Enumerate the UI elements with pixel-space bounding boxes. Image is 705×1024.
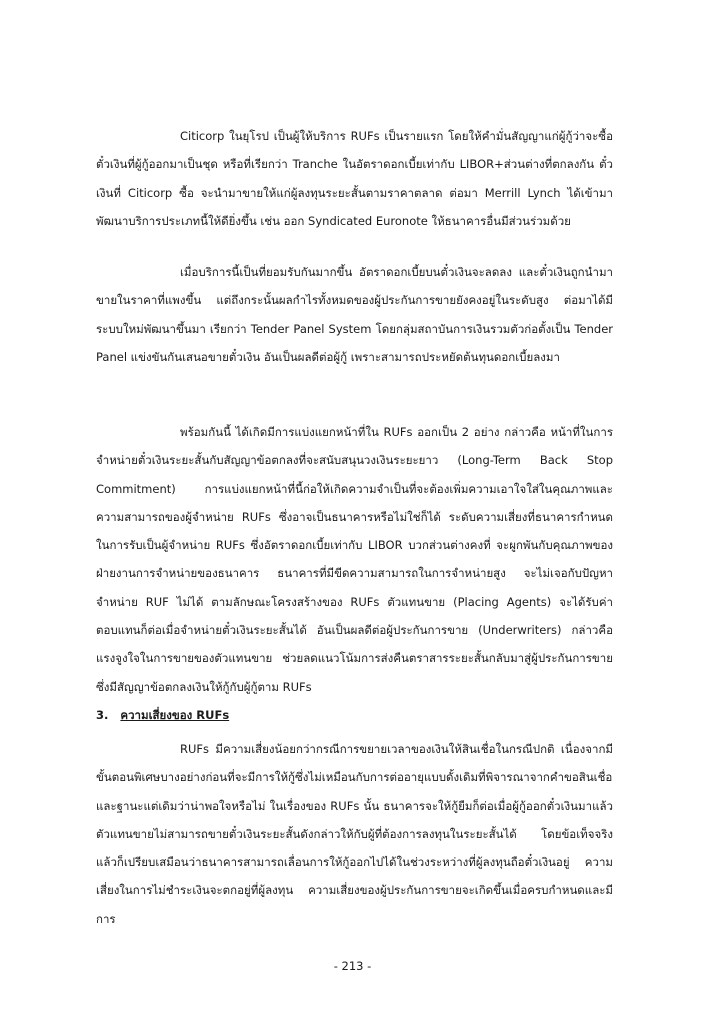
paragraph-citicorp: Citicorp ในยุโรป เป็นผู้ให้บริการ RUFs เป็นรายแรก โดยให้คำมั่นสัญญาแก่ผู้กู้ว่าจะซื้อตั๋วเงินที่ผู้กู้ออกมาเป็นชุด หรือที่เรียกว่า Tranche ในอัตราดอกเบี้ยเท่ากับ LIBOR+ส่วนต่างที่ตกลงกัน ตั๋วเงินที่ Citicorp ซื้อ จะนำมาขายให้แก่ผู้ลงทุนระยะสั้นตามราคาตลาด ต่อมา Merrill Lynch ได้เข้ามาพัฒนาบริการประเภทนี้ให้ดียิ่งขึ้น เช่น ออก Syndicated Euronote ให้ธนาคารอื่นมีส่วนร่วมด้วย [96, 129, 613, 228]
paragraph-role-separation: พร้อมกันนี้ ได้เกิดมีการแบ่งแยกหน้าที่ใน RUFs ออกเป็น 2 อย่าง กล่าวคือ หน้าที่ในการจำหน่ายตั๋วเงินระยะสั้นกับสัญญาข้อตกลงที่จะสนับสนุนวงเงินระยะยาว (Long-Term Back Stop Commitment) การแบ่งแยกหน้าที่นี้ก่อให้เกิดความจำเป็นที่จะต้องเพิ่มความเอาใจใส่ในคุณภาพและความสามารถของผู้จำหน่าย RUFs ซึ่งอาจเป็นธนาคารหรือไม่ใช่ก็ได้ ระดับความเสี่ยงที่ธนาคารกำหนดในการรับเป็นผู้จำหน่าย RUFs ซึ่งอัตราดอกเบี้ยเท่ากับ LIBOR บวกส่วนต่างคงที่ จะผูกพันกับคุณภาพของฝ่ายงานการจำหน่ายของธนาคาร ธนาคารที่มีขีดความสามารถในการจำหน่ายสูง จะไม่เจอกับปัญหาจำหน่าย RUF ไม่ได้ ตามลักษณะโครงสร้างของ RUFs ตัวแทนขาย (Placing Agents) จะได้รับค่าตอบแทนก็ต่อเมื่อจำหน่ายตั๋วเงินระยะสั้นได้ อันเป็นผลดีต่อผู้ประกันการขาย (Underwriters) กล่าวคือ แรงจูงใจในการขายของตัวแทนขาย ช่วยลดแนวโน้มการส่งคืนตราสารระยะสั้นกลับมาสู่ผู้ประกันการขาย ซึ่งมีสัญญาข้อตกลงเงินให้กู้กับผู้กู้ตาม RUFs [96, 425, 613, 694]
section-heading [96, 705, 229, 725]
paragraph-risk: RUFs มีความเสี่ยงน้อยกว่ากรณีการขยายเวลาของเงินให้สินเชื่อในกรณีปกติ เนื่องจากมีขั้นตอนพิเศษบางอย่างก่อนที่จะมีการให้กู้ซึ่งไม่เหมือนกับการต่ออายุแบบดั้งเดิมที่พิจารณาจากคำขอสินเชื่อและฐานะแต่เดิมว่าน่าพอใจหรือไม่ ในเรื่องของ RUFs นั้น ธนาคารจะให้กู้ยืมก็ต่อเมื่อผู้กู้ออกตั๋วเงินมาแล้วตัวแทนขายไม่สามารถขายตั๋วเงินระยะสั้นดังกล่าวให้กับผู้ที่ต้องการลงทุนในระยะสั้นได้ โดยข้อเท็จจริงแล้วก็เปรียบเสมือนว่าธนาคารสามารถเลื่อนการให้กู้ออกไปได้ในช่วงระหว่างที่ผู้ลงทุนถือตั๋วเงินอยู่ ความเสี่ยงในการไม่ชำระเงินจะตกอยู่ที่ผู้ลงทุน ความเสี่ยงของผู้ประกันการขายจะเกิดขึ้นเมื่อครบกำหนดและมีการ [96, 742, 613, 926]
section-title: ความเสี่ยงของ RUFs [120, 708, 230, 722]
paragraph-tender-panel: เมื่อบริการนี้เป็นที่ยอมรับกันมากขึ้น อัตราดอกเบี้ยบนตั๋วเงินจะลดลง และตั๋วเงินถูกนำมาขายในราคาที่แพงขึ้น แต่ถึงกระนั้นผลกำไรทั้งหมดของผู้ประกันการขายยังคงอยู่ในระดับสูง ต่อมาได้มีระบบใหม่พัฒนาขึ้นมา เรียกว่า Tender Panel System โดยกลุ่มสถาบันการเงินรวมตัวก่อตั้งเป็น Tender Panel แข่งขันกันเสนอขายตั๋วเงิน อันเป็นผลดีต่อผู้กู้ เพราะสามารถประหยัดต้นทุนดอกเบี้ยลงมา [96, 265, 613, 364]
page-number: - 213 - [333, 959, 372, 973]
section-number: 3. [96, 708, 109, 722]
